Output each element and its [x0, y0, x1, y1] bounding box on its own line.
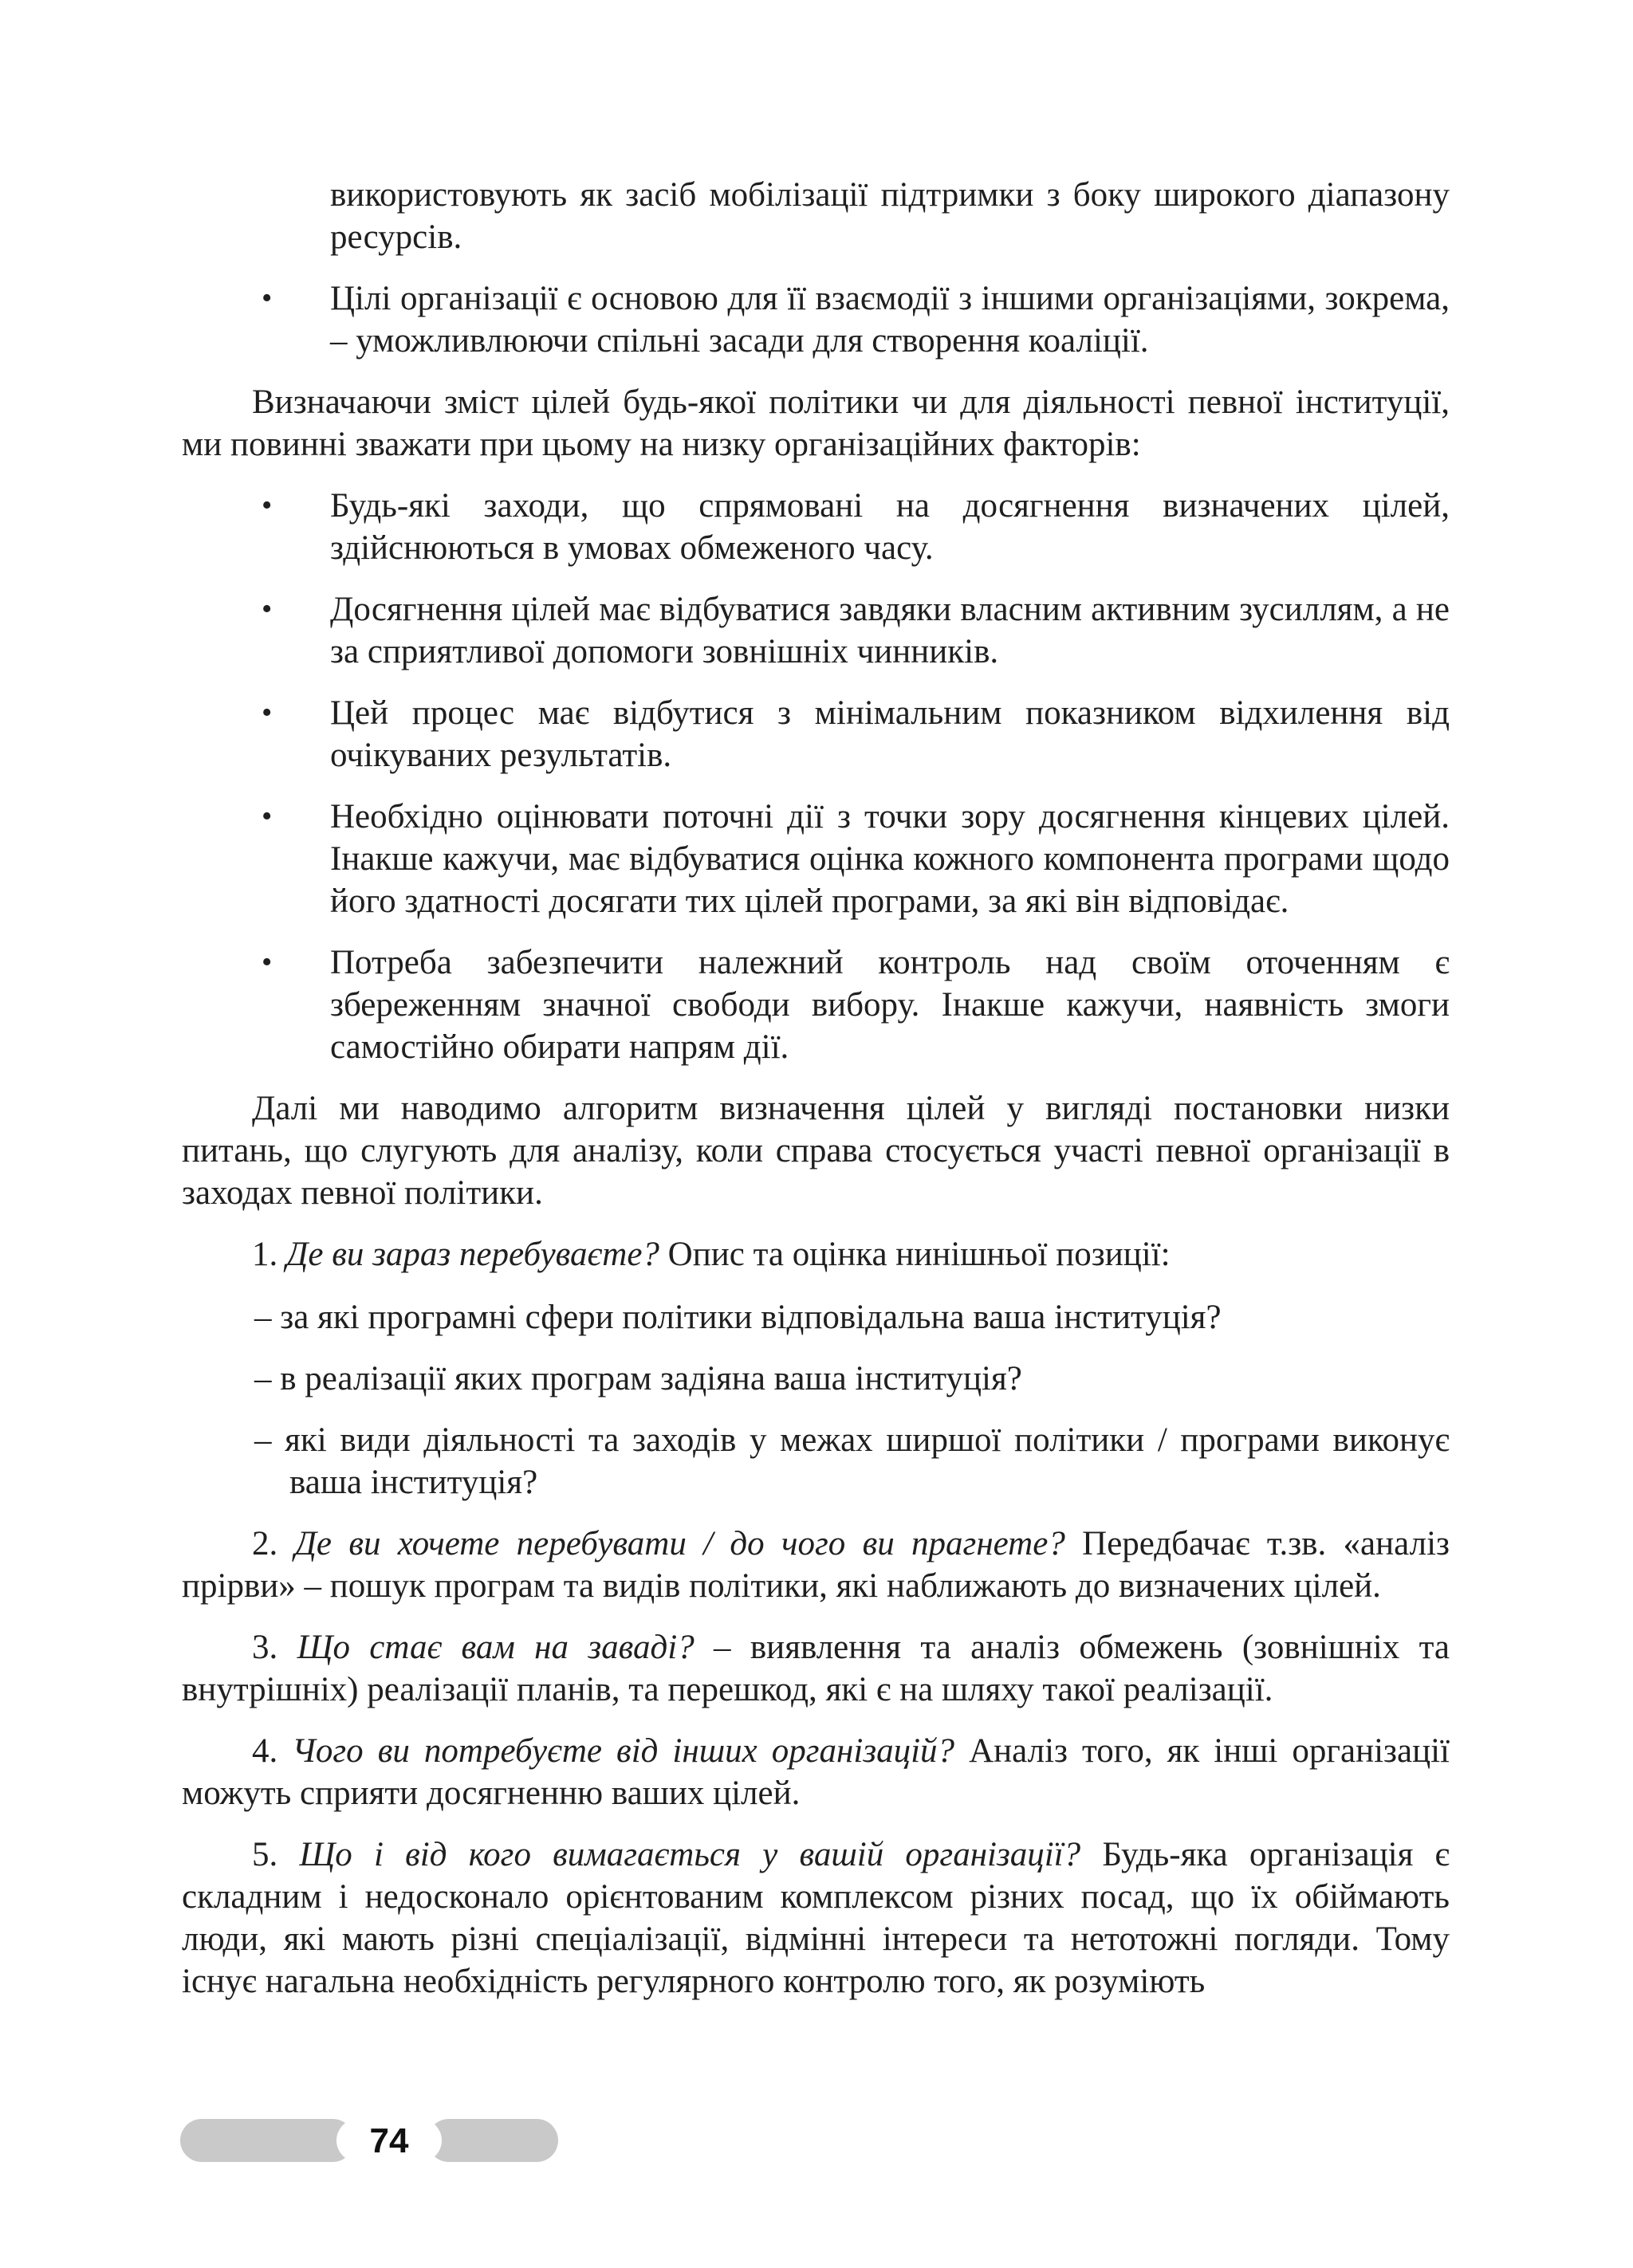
bullet-icon: •	[262, 489, 273, 522]
bullet-text: Будь-які заходи, що спрямовані на досягнення визначених цілей, здійснюються в умовах обмеженого часу.	[330, 487, 1450, 567]
question-number: 5.	[252, 1836, 278, 1873]
dash-item: – за які програмні сфери політики відповідальна ваша інституція?	[254, 1299, 1222, 1336]
page-bar-left-decoration	[180, 2119, 354, 2162]
bullet-item	[182, 277, 1450, 362]
page-number-bar	[180, 2119, 558, 2162]
bullet-icon: •	[262, 281, 273, 315]
paragraph: Визначаючи зміст цілей будь-якої політики чи для діяльності певної інституції, ми повинні зважати при цьому на низку організаційних факторів:	[182, 383, 1450, 463]
question-italic: Що і від кого вимагається у вашій організації?	[299, 1836, 1081, 1873]
bullet-icon: •	[262, 592, 273, 626]
bullet-text: Потреба забезпечити належний контроль над своїм оточенням є збереженням значної свободи вибору. Інакше кажучи, наявність змоги самостійно обирати напрям дії.	[330, 944, 1450, 1066]
bullet-item	[182, 588, 1450, 673]
page-bar-right-decoration	[427, 2119, 558, 2162]
paragraph: Далі ми наводимо алгоритм визначення цілей у вигляді постановки низки питань, що слугують для аналізу, коли справа стосується участі певної організації в заходах певної політики.	[182, 1090, 1450, 1212]
question-text: Аналіз того, як інші організації можуть сприяти досягненню ваших цілей.	[182, 1732, 1450, 1812]
bullet-icon: •	[262, 696, 273, 729]
page-number: 74	[336, 2119, 442, 2162]
question-text: Передбачає т.зв. «аналіз прірви» – пошук програм та видів політики, які наближають до визначених цілей.	[182, 1525, 1450, 1605]
question-italic: Де ви зараз перебуваєте?	[286, 1236, 659, 1273]
numbered-question	[182, 1626, 1450, 1711]
bullet-item	[182, 692, 1450, 776]
question-number: 4.	[252, 1732, 278, 1770]
question-number: 2.	[252, 1525, 278, 1562]
continued-bullet-text: використовують як засіб мобілізації підтримки з боку широкого діапазону ресурсів.	[330, 176, 1450, 256]
question-italic: Де ви хочете перебувати / до чого ви прагнете?	[294, 1525, 1065, 1562]
question-italic: Що стає вам на заваді?	[297, 1629, 695, 1666]
question-number: 1.	[252, 1236, 278, 1273]
bullet-icon: •	[262, 945, 273, 979]
bullet-icon: •	[262, 800, 273, 833]
numbered-question	[182, 1523, 1450, 1607]
bullet-item	[182, 485, 1450, 569]
numbered-question	[182, 1834, 1450, 2003]
numbered-question	[182, 1730, 1450, 1814]
bullet-text: Цілі організації є основою для її взаємодії з іншими організаціями, зокрема, – уможливлюючи спільні засади для створення коаліції.	[330, 280, 1450, 360]
question-text: Будь-яка організація є складним і недосконало орієнтованим комплексом різних посад, що їх обіймають люди, які мають різні спеціалізації, відмінні інтереси та нетотожні погляди. Тому існує нагальна необхідність регулярного контролю того, як розуміють	[182, 1836, 1450, 2000]
bullet-text: Необхідно оцінювати поточні дії з точки зору досягнення кінцевих цілей. Інакше кажучи, має відбуватися оцінка кожного компонента програми щодо його здатності досягати тих цілей програми, за які він відповідає.	[330, 798, 1450, 920]
bullet-text: Цей процес має відбутися з мінімальним показником відхилення від очікуваних результатів.	[330, 694, 1450, 774]
body-text	[182, 174, 1450, 2003]
bullet-text: Досягнення цілей має відбуватися завдяки власним активним зусиллям, а не за сприятливої допомоги зовнішніх чинників.	[330, 591, 1450, 670]
numbered-question	[182, 1233, 1450, 1276]
dash-item: – в реалізації яких програм задіяна ваша інституція?	[254, 1360, 1022, 1397]
bullet-item	[182, 941, 1450, 1068]
question-number: 3.	[252, 1629, 278, 1666]
question-text: – виявлення та аналіз обмежень (зовнішніх та внутрішніх) реалізації планів, та перешкод, які є на шляху такої реалізації.	[182, 1629, 1450, 1708]
question-italic: Чого ви потребуєте від інших організацій?	[292, 1732, 955, 1770]
question-text: Опис та оцінка нинішньої позиції:	[659, 1236, 1171, 1273]
dash-item: – які види діяльності та заходів у межах ширшої політики / програми виконує ваша інституція?	[254, 1421, 1450, 1501]
bullet-item	[182, 796, 1450, 922]
